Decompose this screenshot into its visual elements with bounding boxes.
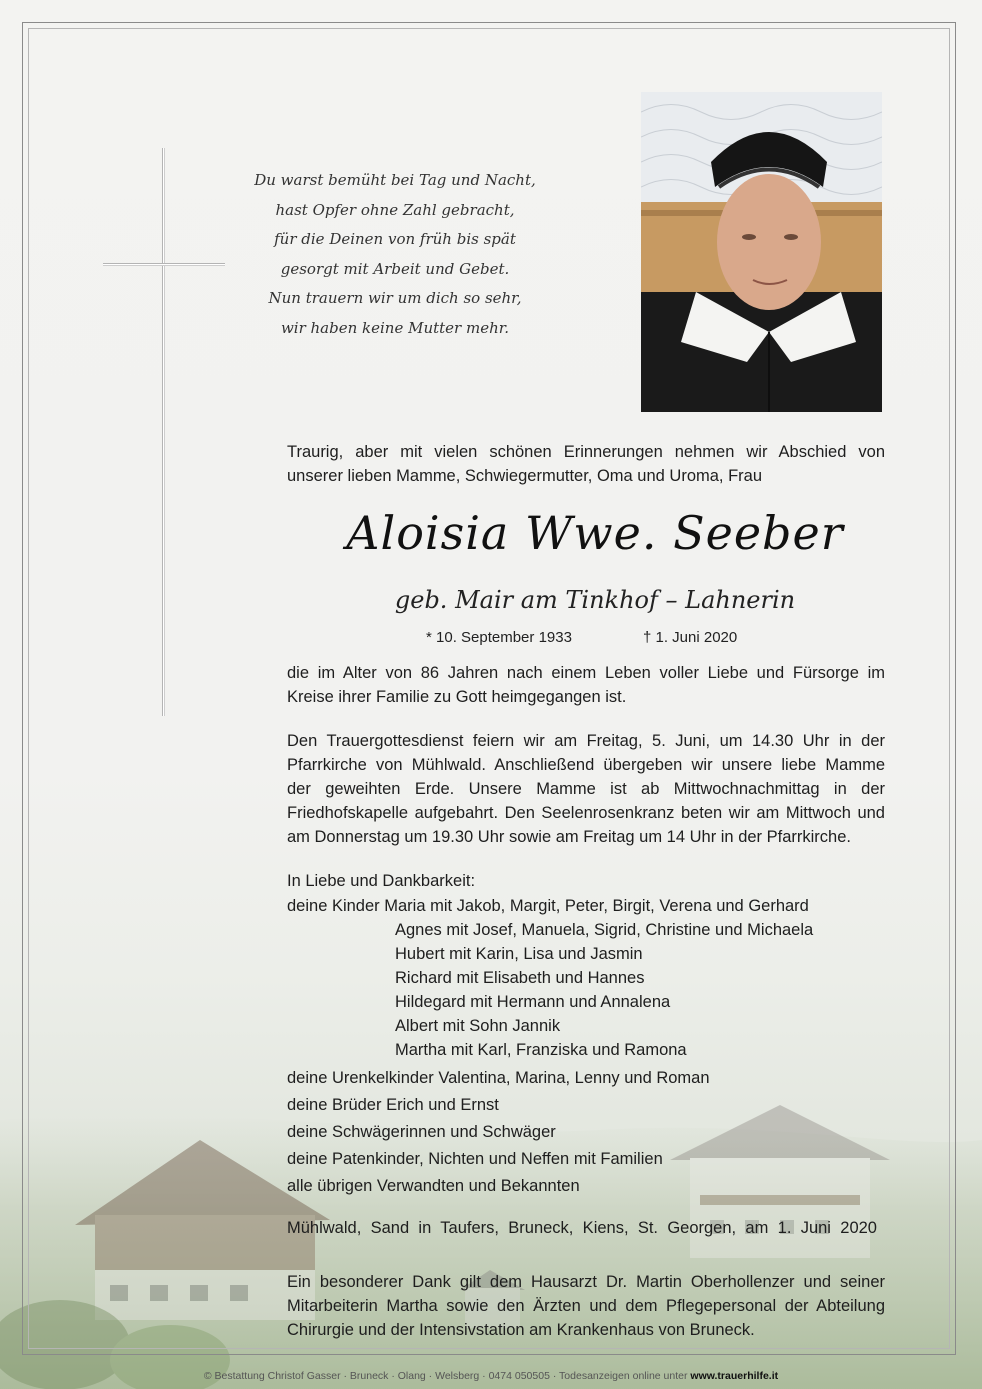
mourners-heading: In Liebe und Dankbarkeit: (287, 872, 476, 890)
age-line-2: Kreise ihrer Familie zu Gott heimgegangen ist. (287, 688, 627, 706)
service-line: Den Trauergottesdienst feiern wir am Freitag, 5. Juni, um 14.30 Uhr in der (287, 732, 885, 750)
poem-line: wir haben keine Mutter mehr. (280, 318, 510, 337)
service-line: der geweihten Erde. Unsere Mamme ist ab Mittwochnachmittag in der (287, 780, 885, 798)
age-line-1: die im Alter von 86 Jahren nach einem Leben voller Liebe und Fürsorge im (287, 664, 885, 682)
mourners-child-line: Albert mit Sohn Jannik (395, 1017, 561, 1035)
service-line: Pfarrkirche von Mühlwald. Anschließend übergeben wir unsere liebe Mamme (287, 756, 885, 774)
service-line: am Donnerstag um 19.30 Uhr sowie am Freitag um 14 Uhr in der Pfarrkirche. (287, 828, 851, 846)
thanks-line: Chirurgie und der Intensivstation am Krankenhaus von Bruneck. (287, 1321, 755, 1339)
service-line: Friedhofskapelle aufgebahrt. Den Seelenrosenkranz beten wir am Mittwoch und (287, 804, 885, 822)
mourners-children: deine Kinder Maria mit Jakob, Margit, Peter, Birgit, Verena und Gerhard (287, 897, 809, 915)
poem (230, 166, 560, 343)
poem-line: hast Opfer ohne Zahl gebracht, (275, 200, 515, 219)
intro-line-2: unserer lieben Mamme, Schwiegermutter, Oma und Uroma, Frau (287, 467, 763, 485)
mourners-child-line: Hubert mit Karin, Lisa und Jasmin (395, 945, 643, 963)
cross-icon-bar (103, 263, 225, 266)
cross-icon (162, 148, 165, 716)
mourners-child-line: Martha mit Karl, Franziska und Ramona (395, 1041, 687, 1059)
mourners-other: deine Urenkelkinder Valentina, Marina, Lenny und Roman (287, 1069, 710, 1087)
footer (0, 1370, 982, 1382)
footer-link[interactable]: www.trauerhilfe.it (690, 1370, 779, 1382)
portrait-photo (641, 92, 882, 412)
thanks-line: Ein besonderer Dank gilt dem Hausarzt Dr. Martin Oberhollenzer und seiner (287, 1273, 885, 1291)
maiden-name: geb. Mair am Tinkhof – Lahnerin (394, 586, 796, 614)
footer-text: © Bestattung Christof Gasser · Bruneck · Olang · Welsberg · 0474 050505 · Todesanzeigen online unter (203, 1370, 688, 1382)
mourners-other: deine Patenkinder, Nichten und Neffen mit Familien (287, 1150, 663, 1168)
mourners-other: deine Schwägerinnen und Schwäger (287, 1123, 556, 1141)
poem-line: gesorgt mit Arbeit und Gebet. (280, 259, 510, 278)
poem-line: Nun trauern wir um dich so sehr, (268, 289, 522, 307)
deceased-name: Aloisia Wwe. Seeber (346, 506, 844, 560)
mourners-child-line: Agnes mit Josef, Manuela, Sigrid, Christine und Michaela (395, 921, 814, 939)
poem-line: Du warst bemüht bei Tag und Nacht, (254, 171, 536, 189)
death-date: † 1. Juni 2020 (643, 629, 738, 646)
mourners-child-line: Richard mit Elisabeth und Hannes (395, 969, 645, 987)
place-and-date: Mühlwald, Sand in Taufers, Bruneck, Kiens, St. Georgen, am 1. Juni 2020 (287, 1219, 877, 1237)
poem-line: für die Deinen von früh bis spät (274, 230, 516, 248)
thanks-line: Mitarbeiterin Martha sowie den Ärzten und dem Pflegepersonal der Abteilung (287, 1297, 885, 1315)
birth-date: * 10. September 1933 (426, 629, 572, 646)
mourners-other: alle übrigen Verwandten und Bekannten (287, 1177, 580, 1195)
intro-line-1: Traurig, aber mit vielen schönen Erinnerungen nehmen wir Abschied von (287, 443, 885, 461)
mourners-other: deine Brüder Erich und Ernst (287, 1096, 499, 1114)
mourners-child-line: Hildegard mit Hermann und Annalena (395, 993, 671, 1011)
